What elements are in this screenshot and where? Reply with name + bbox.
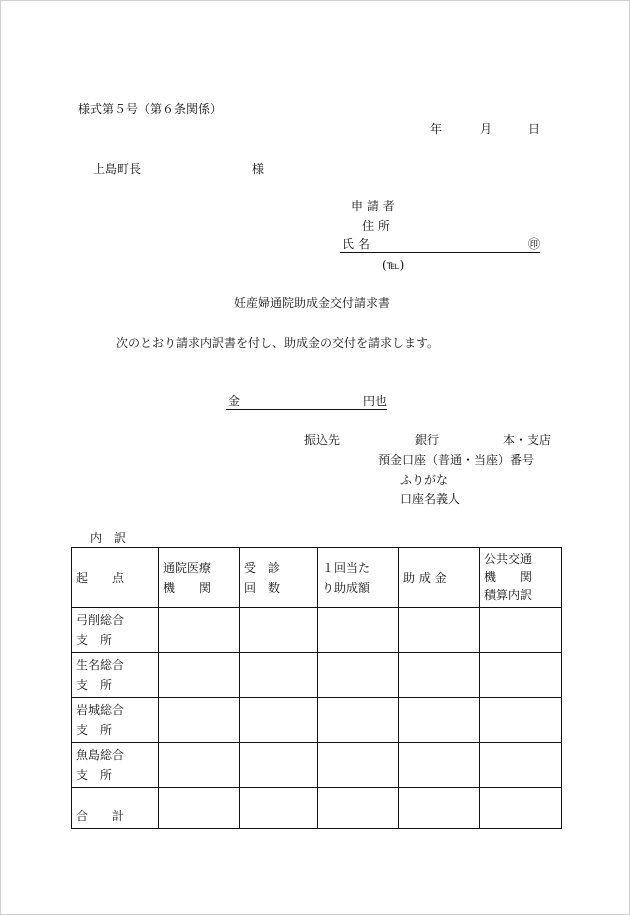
total-subsidy-cell[interactable] [399, 788, 480, 829]
date-month-label: 月 [480, 122, 493, 136]
header-visit-count: 受 診 回 数 [240, 548, 318, 608]
amount-line [226, 394, 387, 410]
document-title: 妊産婦通院助成金交付請求書 [234, 296, 391, 310]
medical-institution-cell[interactable] [159, 608, 240, 653]
row-origin-uoshima: 魚島総合 支 所 [72, 743, 159, 788]
table-row [72, 743, 562, 788]
visit-count-cell[interactable] [240, 608, 318, 653]
subsidy-cell[interactable] [399, 743, 480, 788]
furigana-label: ふりがな [400, 473, 449, 487]
amount-suffix: 円也 [362, 394, 387, 408]
per-visit-amount-cell[interactable] [318, 608, 399, 653]
header-transport-breakdown: 公共交通 機 関 積算内訳 [480, 548, 562, 608]
row-origin-yuge: 弓削総合 支 所 [72, 608, 159, 653]
total-visit-count-cell[interactable] [240, 788, 318, 829]
transport-breakdown-cell[interactable] [480, 698, 562, 743]
seal-mark: ㊞ [527, 237, 540, 251]
transport-breakdown-cell[interactable] [480, 743, 562, 788]
branch-label: 本・支店 [503, 433, 552, 447]
applicant-name-line [340, 237, 540, 253]
per-visit-amount-cell[interactable] [318, 743, 399, 788]
per-visit-amount-cell[interactable] [318, 698, 399, 743]
breakdown-label: 内 訳 [90, 531, 127, 545]
per-visit-amount-cell[interactable] [318, 653, 399, 698]
total-transport-breakdown-cell[interactable] [480, 788, 562, 829]
subsidy-cell[interactable] [399, 608, 480, 653]
header-medical-institution: 通院医療 機 関 [159, 548, 240, 608]
date-year-label: 年 [430, 122, 443, 136]
total-per-visit-amount-cell[interactable] [318, 788, 399, 829]
medical-institution-cell[interactable] [159, 653, 240, 698]
breakdown-table [71, 547, 562, 829]
applicant-heading: 申 請 者 [351, 199, 395, 213]
visit-count-cell[interactable] [240, 743, 318, 788]
bank-label: 銀行 [415, 433, 440, 447]
transfer-label: 振込先 [304, 433, 341, 447]
form-number: 様式第５号（第６条関係） [78, 102, 223, 116]
applicant-name-label: 氏 名 [342, 237, 370, 251]
total-row [72, 788, 562, 829]
transport-breakdown-cell[interactable] [480, 608, 562, 653]
table-row [72, 608, 562, 653]
row-origin-iwagi: 岩城総合 支 所 [72, 698, 159, 743]
total-medical-institution-cell[interactable] [159, 788, 240, 829]
applicant-tel: (℡) [382, 258, 405, 272]
applicant-address-label: 住 所 [362, 219, 390, 233]
date-day-label: 日 [528, 122, 541, 136]
request-text: 次のとおり請求内訳書を付し、助成金の交付を請求します。 [116, 336, 440, 350]
account-number-label: 預金口座（普通・当座）番号 [378, 453, 535, 467]
medical-institution-cell[interactable] [159, 698, 240, 743]
row-origin-ikina: 生名総合 支 所 [72, 653, 159, 698]
subsidy-cell[interactable] [399, 698, 480, 743]
addressee-honorific: 様 [252, 162, 265, 176]
table-row [72, 698, 562, 743]
account-holder-label: 口座名義人 [400, 492, 461, 506]
amount-prefix: 金 [228, 394, 241, 408]
table-row [72, 653, 562, 698]
header-subsidy: 助 成 金 [399, 548, 480, 608]
visit-count-cell[interactable] [240, 653, 318, 698]
medical-institution-cell[interactable] [159, 743, 240, 788]
header-per-visit-amount: １回当た り助成額 [318, 548, 399, 608]
subsidy-cell[interactable] [399, 653, 480, 698]
header-origin: 起 点 [72, 548, 159, 608]
visit-count-cell[interactable] [240, 698, 318, 743]
total-label: 合 計 [72, 788, 159, 829]
breakdown-header-row [72, 548, 562, 608]
transport-breakdown-cell[interactable] [480, 653, 562, 698]
addressee-name: 上島町長 [93, 162, 142, 176]
